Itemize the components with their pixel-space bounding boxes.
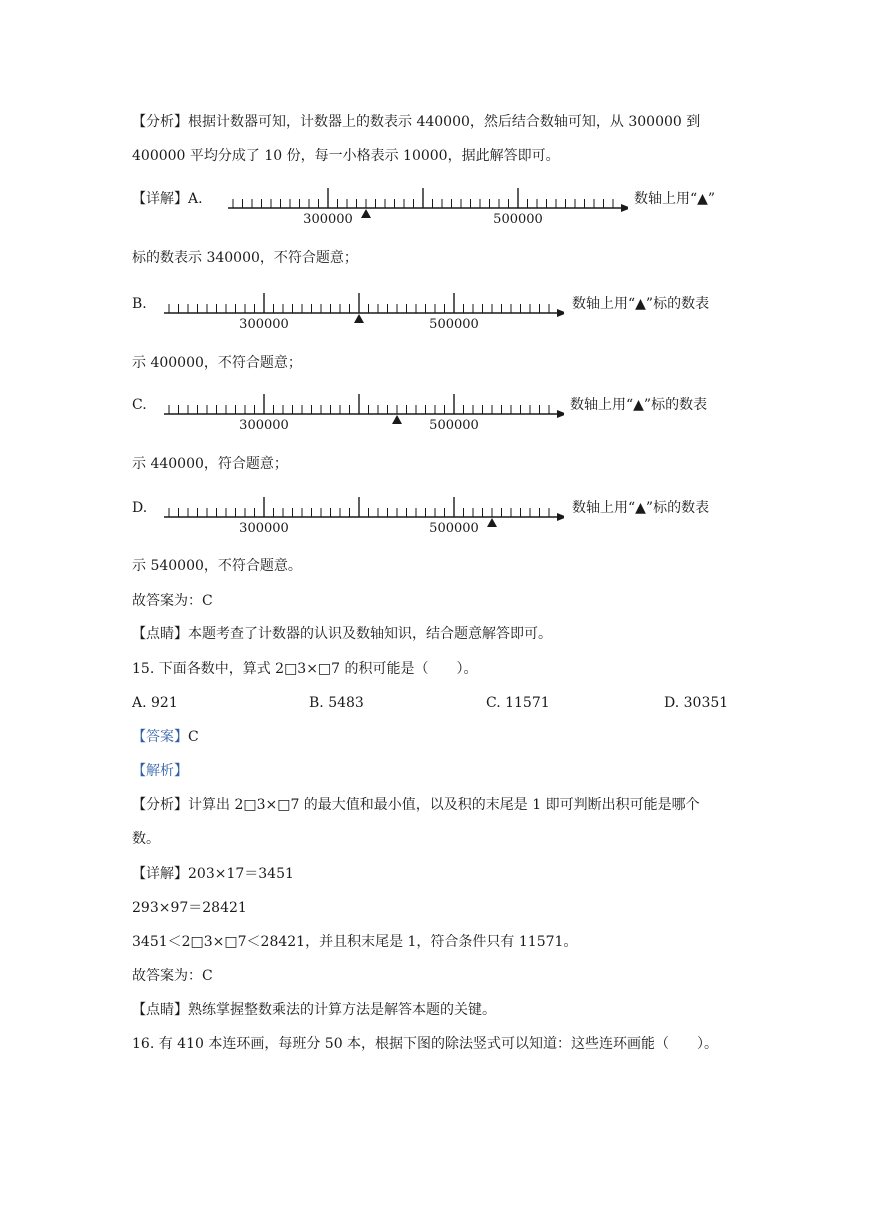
number-line-d (164, 496, 564, 536)
answer-14: 故答案为：C (132, 593, 213, 609)
answer-value: C (188, 729, 199, 745)
tick-label-300000: 300000 (239, 418, 289, 433)
triangle-marker (354, 314, 364, 323)
number-line-b (164, 292, 564, 332)
q15-analysis-line-2: 数。 (132, 831, 160, 847)
number-line-c (164, 393, 564, 433)
q15-comment: 【点睛】熟练掌握整数乘法的计算方法是解答本题的关键。 (132, 1002, 496, 1018)
tick-label-300000: 300000 (239, 317, 289, 332)
option-a-row (132, 187, 742, 227)
option-a-line2: 标的数表示 340000，不符合题意； (132, 250, 358, 266)
tick-label-300000: 300000 (303, 212, 353, 227)
q15-detail-1: 【详解】203×17＝3451 (132, 866, 294, 882)
tick-label-500000: 500000 (429, 521, 479, 536)
tick-label-500000: 500000 (429, 317, 479, 332)
option-c-row (132, 393, 742, 433)
q15-option-a: A. 921 (132, 695, 178, 711)
option-b-line2: 示 400000，不符合题意； (132, 355, 302, 371)
axis-arrow (621, 204, 628, 212)
tick-label-300000: 300000 (239, 521, 289, 536)
q15-options (132, 694, 742, 712)
option-b-row (132, 292, 742, 332)
triangle-marker (487, 518, 497, 527)
option-d-row (132, 496, 742, 536)
q15-answer-line: 故答案为：C (132, 968, 213, 984)
q15-stem: 15. 下面各数中，算式 2□3×□7 的积可能是（ ）。 (132, 661, 478, 677)
number-line-a (228, 187, 628, 227)
tick-label-500000: 500000 (429, 418, 479, 433)
q15-detail-2: 293×97＝28421 (132, 900, 247, 916)
detail-prefix-a: 【详解】A. (132, 191, 203, 207)
answer-tag: 【答案】 (132, 729, 188, 745)
option-c-label: C. (132, 397, 147, 413)
option-d-label: D. (132, 500, 148, 516)
option-b-suffix: 数轴上用“▲”标的数表 (572, 296, 710, 312)
option-c-suffix: 数轴上用“▲”标的数表 (570, 397, 708, 413)
option-a-suffix: 数轴上用“▲” (634, 191, 716, 207)
q15-analysis-line-1: 【分析】计算出 2□3×□7 的最大值和最小值，以及积的末尾是 1 即可判断出积可能是哪个 (132, 797, 700, 813)
q15-explain-tag: 【解析】 (132, 763, 188, 779)
tick-label-500000: 500000 (493, 212, 543, 227)
q16-stem: 16. 有 410 本连环画，每班分 50 本，根据下图的除法竖式可以知道：这些连环画能（ ）。 (132, 1036, 719, 1052)
option-b-label: B. (132, 296, 147, 312)
option-d-suffix: 数轴上用“▲”标的数表 (572, 500, 710, 516)
q15-option-b: B. 5483 (309, 695, 364, 711)
q15-option-c: C. 11571 (486, 695, 550, 711)
axis-arrow (557, 513, 564, 521)
triangle-marker (392, 415, 402, 424)
analysis-line-2: 400000 平均分成了 10 份，每一小格表示 10000，据此解答即可。 (132, 148, 560, 164)
q15-option-d: D. 30351 (664, 695, 729, 711)
comment-14: 【点睛】本题考查了计数器的认识及数轴知识，结合题意解答即可。 (132, 626, 552, 642)
analysis-line-1: 【分析】根据计数器可知，计数器上的数表示 440000，然后结合数轴可知，从 300000 到 (132, 114, 701, 130)
q15-detail-3: 3451＜2□3×□7＜28421，并且积末尾是 1，符合条件只有 11571。 (132, 934, 578, 950)
option-c-line2: 示 440000，符合题意； (132, 456, 288, 472)
option-d-line2: 示 540000，不符合题意。 (132, 558, 302, 574)
triangle-marker (361, 209, 371, 218)
axis-arrow (557, 410, 564, 418)
q15-answer (132, 728, 199, 746)
axis-arrow (557, 309, 564, 317)
